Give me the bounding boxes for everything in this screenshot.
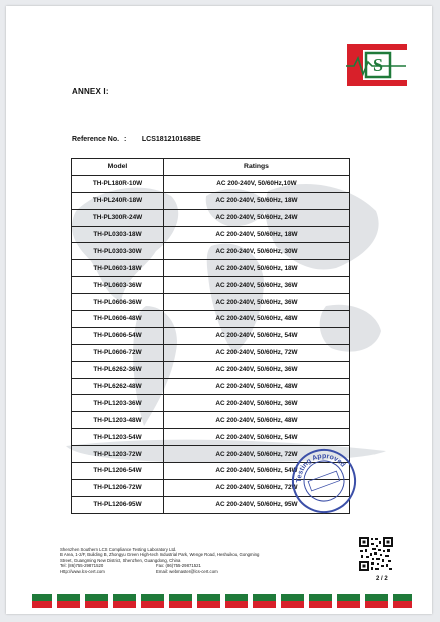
- table-row: [72, 378, 350, 395]
- rating-cell: AC 200-240V, 50/60Hz, 48W: [164, 412, 350, 429]
- table-row: [72, 412, 350, 429]
- footer-tel: Tel: (86)755-29871520: [60, 563, 104, 569]
- rating-cell: AC 200-240V, 50/60Hz, 72W: [164, 479, 350, 496]
- rating-cell: AC 200-240V, 50/60Hz, 36W: [164, 395, 350, 412]
- model-cell: TH-PL0606-54W: [72, 327, 164, 344]
- rating-cell: AC 200-240V, 50/60Hz, 36W: [164, 294, 350, 311]
- model-cell: TH-PL6262-48W: [72, 378, 164, 395]
- rating-cell: AC 200-240V, 50/60Hz, 54W: [164, 327, 350, 344]
- rating-cell: AC 200-240V, 50/60Hz,10W: [164, 175, 350, 192]
- stamp-text: Testing Approved: [295, 452, 347, 483]
- approved-stamp: [289, 446, 359, 516]
- table-row: [72, 294, 350, 311]
- table-row: [72, 344, 350, 361]
- model-cell: TH-PL6262-36W: [72, 361, 164, 378]
- model-cell: TH-PL300R-24W: [72, 209, 164, 226]
- rating-cell: AC 200-240V, 50/60Hz, 36W: [164, 361, 350, 378]
- model-cell: TH-PL0303-18W: [72, 226, 164, 243]
- column-header-model: Model: [72, 159, 164, 176]
- model-cell: TH-PL1203-72W: [72, 446, 164, 463]
- footer-company: Shenzhen Southern LCS Compliance Testing Laboratory Ltd.: [60, 547, 177, 552]
- model-cell: TH-PL0603-36W: [72, 277, 164, 294]
- svg-text:S: S: [372, 55, 384, 75]
- annex-title: ANNEX I:: [72, 87, 109, 96]
- model-cell: TH-PL1206-72W: [72, 479, 164, 496]
- model-cell: TH-PL0606-36W: [72, 294, 164, 311]
- rating-cell: AC 200-240V, 50/60Hz, 18W: [164, 192, 350, 209]
- footer-address-line2: Street, Guangming New District, Shenzhen, Guangdong, China: [60, 557, 181, 563]
- table-row: [72, 243, 350, 260]
- rating-cell: AC 200-240V, 50/60Hz, 54W: [164, 429, 350, 446]
- model-cell: TH-PL1203-36W: [72, 395, 164, 412]
- model-cell: TH-PL1206-95W: [72, 496, 164, 513]
- rating-cell: AC 200-240V, 50/60Hz, 72W: [164, 446, 350, 463]
- reference-separator: :: [123, 136, 127, 143]
- rating-cell: AC 200-240V, 50/60Hz, 48W: [164, 378, 350, 395]
- rating-cell: AC 200-240V, 50/60Hz, 36W: [164, 277, 350, 294]
- footer-website[interactable]: Http://www.lcs-cert.com: [60, 568, 105, 574]
- rating-cell: AC 200-240V, 50/60Hz, 18W: [164, 226, 350, 243]
- model-cell: TH-PL240R-18W: [72, 192, 164, 209]
- model-cell: TH-PL0303-30W: [72, 243, 164, 260]
- table-row: [72, 260, 350, 277]
- reference-value: LCS181210168BE: [141, 136, 201, 143]
- model-cell: TH-PL0606-48W: [72, 311, 164, 328]
- model-cell: TH-PL0606-72W: [72, 344, 164, 361]
- table-header-row: [72, 159, 350, 176]
- table-row: [72, 175, 350, 192]
- model-cell: TH-PL180R-10W: [72, 175, 164, 192]
- rating-cell: AC 200-240V, 50/60Hz, 30W: [164, 243, 350, 260]
- table-row: [72, 327, 350, 344]
- rating-cell: AC 200-240V, 50/60Hz, 95W: [164, 496, 350, 513]
- page-number: 2 / 2: [376, 576, 388, 582]
- rating-cell: AC 200-240V, 50/60Hz, 54W: [164, 463, 350, 480]
- model-cell: TH-PL1206-54W: [72, 463, 164, 480]
- reference-number: [72, 136, 201, 143]
- table-row: [72, 192, 350, 209]
- footer-address-line1: B Area, 1-2/F, Building B, Zhongyu Green High-tech Industrial Park, Wenge Road, Heshuikou, Gongming: [60, 552, 260, 558]
- rating-cell: AC 200-240V, 50/60Hz, 72W: [164, 344, 350, 361]
- model-cell: TH-PL1203-48W: [72, 412, 164, 429]
- rating-cell: AC 200-240V, 50/60Hz, 24W: [164, 209, 350, 226]
- table-row: [72, 311, 350, 328]
- model-cell: TH-PL0603-18W: [72, 260, 164, 277]
- lcs-logo: [346, 40, 408, 90]
- column-header-ratings: Ratings: [164, 159, 350, 176]
- table-row: [72, 395, 350, 412]
- footer: [60, 547, 259, 574]
- table-row: [72, 226, 350, 243]
- decorative-bottom-bar: [32, 594, 412, 608]
- reference-label: Reference No.: [72, 136, 120, 143]
- model-cell: TH-PL1203-54W: [72, 429, 164, 446]
- footer-fax: Fax: (86)755-29871521: [156, 563, 201, 569]
- footer-email[interactable]: Email: webmaster@lcs-cert.com: [156, 568, 218, 574]
- table-row: [72, 277, 350, 294]
- rating-cell: AC 200-240V, 50/60Hz, 48W: [164, 311, 350, 328]
- table-row: [72, 429, 350, 446]
- certificate-page: [6, 6, 432, 614]
- qr-code: [358, 536, 394, 572]
- table-row: [72, 209, 350, 226]
- table-row: [72, 361, 350, 378]
- rating-cell: AC 200-240V, 50/60Hz, 18W: [164, 260, 350, 277]
